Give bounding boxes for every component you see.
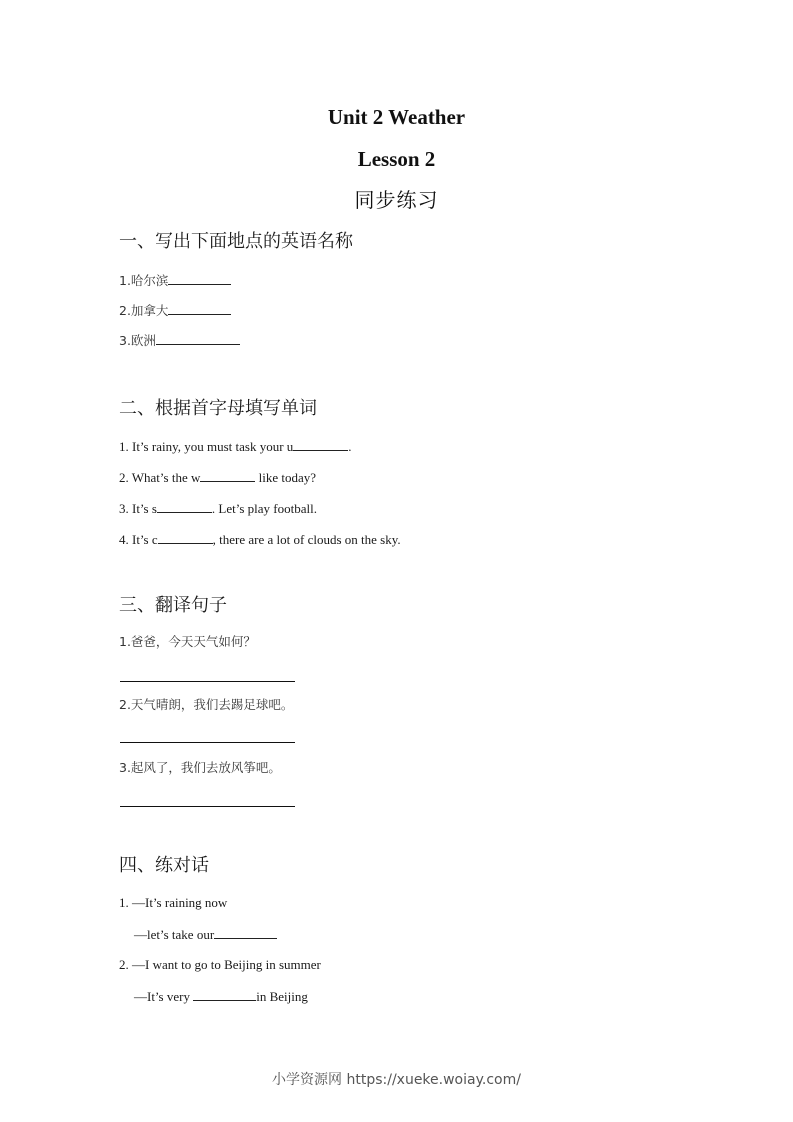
section-1-heading: 一、写出下面地点的英语名称 [119,231,353,252]
section-2-item-1 [119,438,352,455]
answer-blank[interactable] [157,500,212,513]
item-prompt: —let’s take our [134,927,215,942]
item-prompt: 1.哈尔滨 [119,273,169,288]
answer-line-1[interactable] [120,681,295,682]
item-prompt: 4. It’s c [119,532,158,547]
item-prompt: —It’s very [134,989,194,1004]
section-2-item-2 [119,469,316,486]
footer-watermark: 小学资源网 https://xueke.woiay.com/ [272,1072,521,1088]
answer-blank[interactable] [214,926,277,939]
answer-blank[interactable] [168,272,231,285]
section-4-item-2: 2. —I want to go to Beijing in summer [119,957,321,972]
item-suffix: like today? [255,470,317,485]
item-prompt: 2.加拿大 [119,303,169,318]
section-3-item-2: 2.天气晴朗，我们去踢足球吧。 [119,697,294,712]
answer-line-3[interactable] [120,806,295,807]
answer-blank[interactable] [168,302,231,315]
document-subtitle: 同步练习 [354,188,439,212]
section-2-item-3 [119,500,317,517]
item-suffix: . Let’s play football. [211,501,317,516]
document-title: Unit 2 Weather [327,105,466,129]
item-prompt: 2. What’s the w [119,470,201,485]
item-suffix: , there are a lot of clouds on the sky. [212,532,401,547]
section-2-item-4 [119,531,401,548]
section-4-item-1: 1. —It’s raining now [119,895,228,910]
section-3-item-3: 3.起风了，我们去放风筝吧。 [119,760,281,775]
answer-blank[interactable] [293,438,348,451]
section-1-item-2 [119,302,231,319]
item-prompt: 3. It’s s [119,501,157,516]
answer-line-2[interactable] [120,742,295,743]
section-4-heading: 四、练对话 [119,855,209,876]
answer-blank[interactable] [200,469,255,482]
lesson-title: Lesson 2 [357,147,436,171]
section-4-item-2-reply [134,988,308,1005]
item-suffix: . [348,439,352,454]
section-3-heading: 三、翻译句子 [119,595,227,616]
item-suffix: in Beijing [256,989,308,1004]
answer-blank[interactable] [156,332,240,345]
answer-blank[interactable] [193,988,256,1001]
section-1-item-1 [119,272,231,289]
section-4-item-1-reply [134,926,277,943]
item-prompt: 1. It’s rainy, you must task your u [119,439,294,454]
section-2-heading: 二、根据首字母填写单词 [119,398,317,419]
item-prompt: 3.欧洲 [119,333,156,348]
answer-blank[interactable] [158,531,213,544]
section-3-item-1: 1.爸爸，今天天气如何？ [119,634,256,649]
section-1-item-3 [119,332,240,349]
